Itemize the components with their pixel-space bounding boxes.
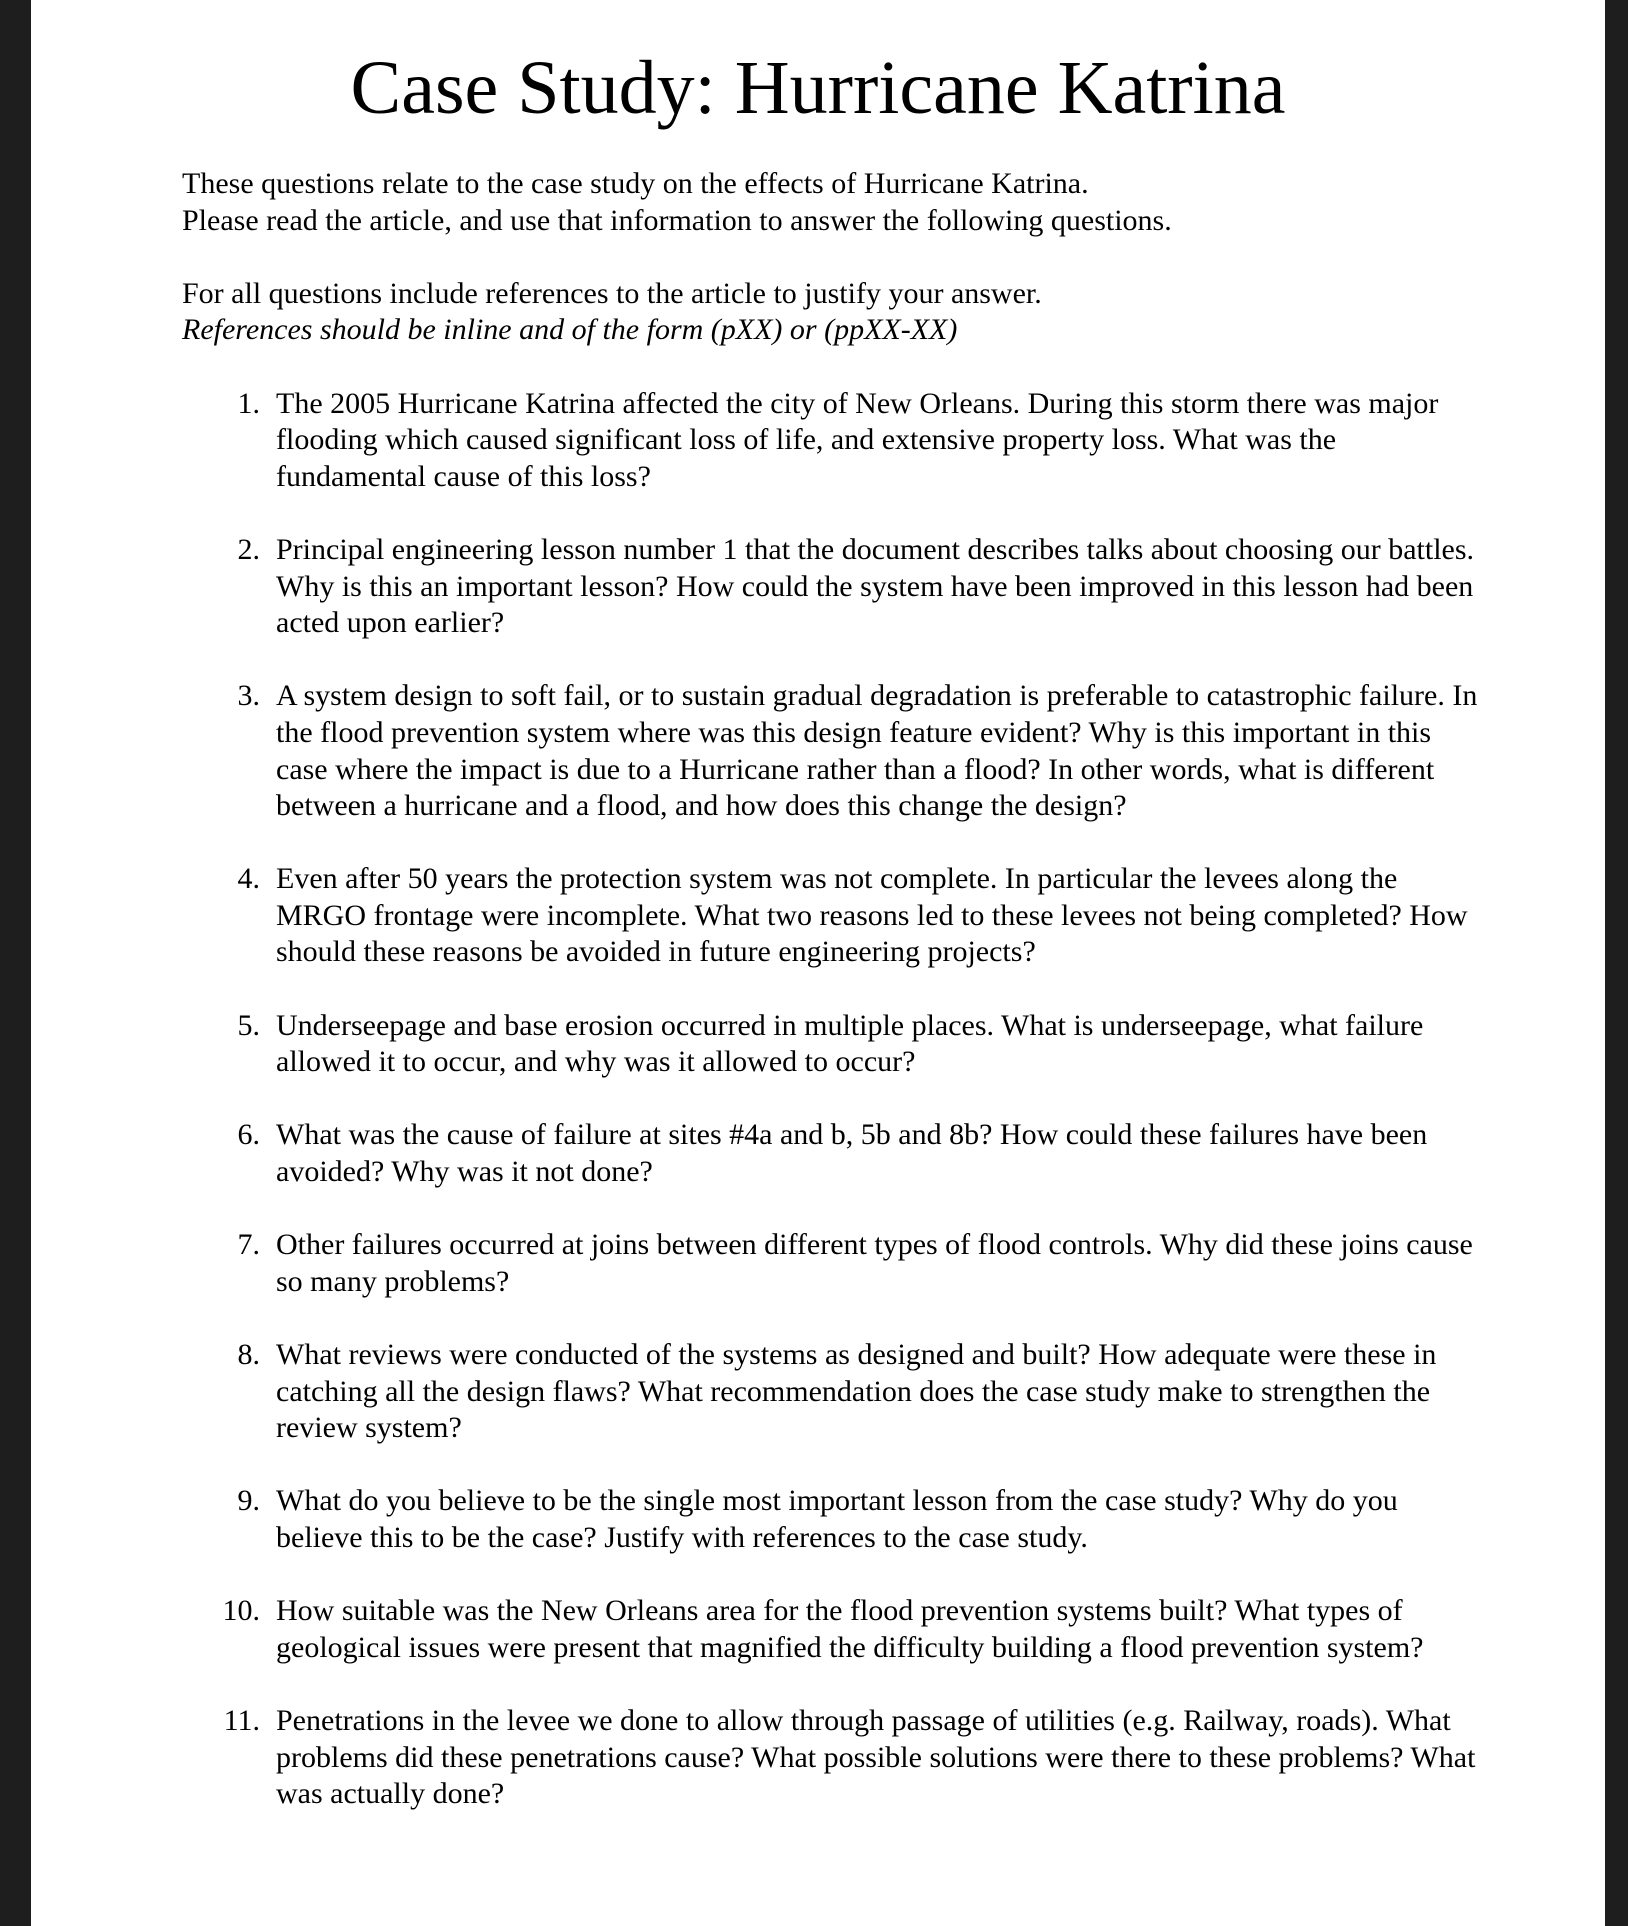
question-text: Other failures occurred at joins between different types of flood controls. Why did these joins cause so many problems? bbox=[276, 1228, 1473, 1298]
question-item-10 bbox=[182, 1593, 1482, 1666]
question-text: Underseepage and base erosion occurred in multiple places. What is underseepage, what failure allowed it to occur, and why was it allowed to occur? bbox=[276, 1008, 1424, 1079]
question-number: 9. bbox=[237, 1484, 260, 1518]
question-item-7 bbox=[182, 1227, 1482, 1300]
question-number: 4. bbox=[237, 862, 260, 896]
question-text: A system design to soft fail, or to sustain gradual degradation is preferable to catastrophic failure. In the flood prevention system where was this design feature evident? Why is this important in this case where the impact is due to a Hurricane rather than a flood? In other words, what is different between a hurricane and a flood, and how does this change the design? bbox=[276, 679, 1478, 823]
page-title: Case Study: Hurricane Katrina bbox=[350, 46, 1286, 130]
question-text: Penetrations in the levee we done to allow through passage of utilities (e.g. Railway, roads). What problems did these penetrations cause? What possible solutions were there to these problems? What was actually done? bbox=[276, 1703, 1476, 1811]
document-body bbox=[182, 166, 1482, 1849]
instructions-paragraph bbox=[182, 276, 1482, 349]
intro-line-1: These questions relate to the case study on the effects of Hurricane Katrina. bbox=[182, 167, 1089, 200]
question-item-5 bbox=[182, 1008, 1482, 1081]
question-item-3 bbox=[182, 678, 1482, 824]
question-number: 3. bbox=[237, 679, 260, 713]
question-number: 11. bbox=[223, 1703, 260, 1737]
question-number: 6. bbox=[237, 1118, 260, 1152]
question-text: What do you believe to be the single most important lesson from the case study? Why do you believe this to be the case? Justify with references to the case study. bbox=[276, 1484, 1398, 1554]
instructions-line-1: For all questions include references to the article to justify your answer. bbox=[182, 276, 1042, 310]
question-item-11 bbox=[182, 1703, 1482, 1813]
question-number: 8. bbox=[237, 1338, 260, 1371]
question-item-9 bbox=[182, 1483, 1482, 1556]
question-number: 1. bbox=[237, 386, 260, 420]
question-number: 5. bbox=[237, 1008, 260, 1042]
question-number: 7. bbox=[237, 1228, 260, 1262]
intro-line-2: Please read the article, and use that information to answer the following questions. bbox=[182, 203, 1172, 237]
question-item-1 bbox=[182, 386, 1482, 496]
question-text: What reviews were conducted of the systems as designed and built? How adequate were these in catching all the design flaws? What recommendation does the case study make to strengthen the review system? bbox=[276, 1338, 1437, 1445]
question-item-4 bbox=[182, 861, 1482, 971]
reference-format-note: References should be inline and of the form (pXX) or (ppXX-XX) bbox=[182, 313, 958, 347]
question-text: The 2005 Hurricane Katrina affected the city of New Orleans. During this storm there was major flooding which caused significant loss of life, and extensive property loss. What was the fundamental cause of this loss? bbox=[276, 386, 1439, 493]
intro-paragraph bbox=[182, 166, 1482, 239]
question-item-8 bbox=[182, 1337, 1482, 1447]
document-page bbox=[31, 0, 1605, 1926]
question-item-6 bbox=[182, 1117, 1482, 1190]
question-text: How suitable was the New Orleans area for the flood prevention systems built? What types of geological issues were present that magnified the difficulty building a flood prevention system? bbox=[276, 1594, 1424, 1664]
question-item-2 bbox=[182, 532, 1482, 642]
question-list bbox=[182, 386, 1482, 1813]
question-number: 2. bbox=[237, 532, 260, 566]
question-number: 10. bbox=[222, 1594, 260, 1628]
question-text: Principal engineering lesson number 1 that the document describes talks about choosing our battles. Why is this an important lesson? How could the system have been improved in this lesson had been acted upon earlier? bbox=[276, 532, 1475, 640]
question-text: What was the cause of failure at sites #4a and b, 5b and 8b? How could these failures have been avoided? Why was it not done? bbox=[276, 1118, 1428, 1189]
question-text: Even after 50 years the protection system was not complete. In particular the levees along the MRGO frontage were incomplete. What two reasons led to these levees not being completed? How should these reasons be avoided in future engineering projects? bbox=[276, 862, 1468, 969]
